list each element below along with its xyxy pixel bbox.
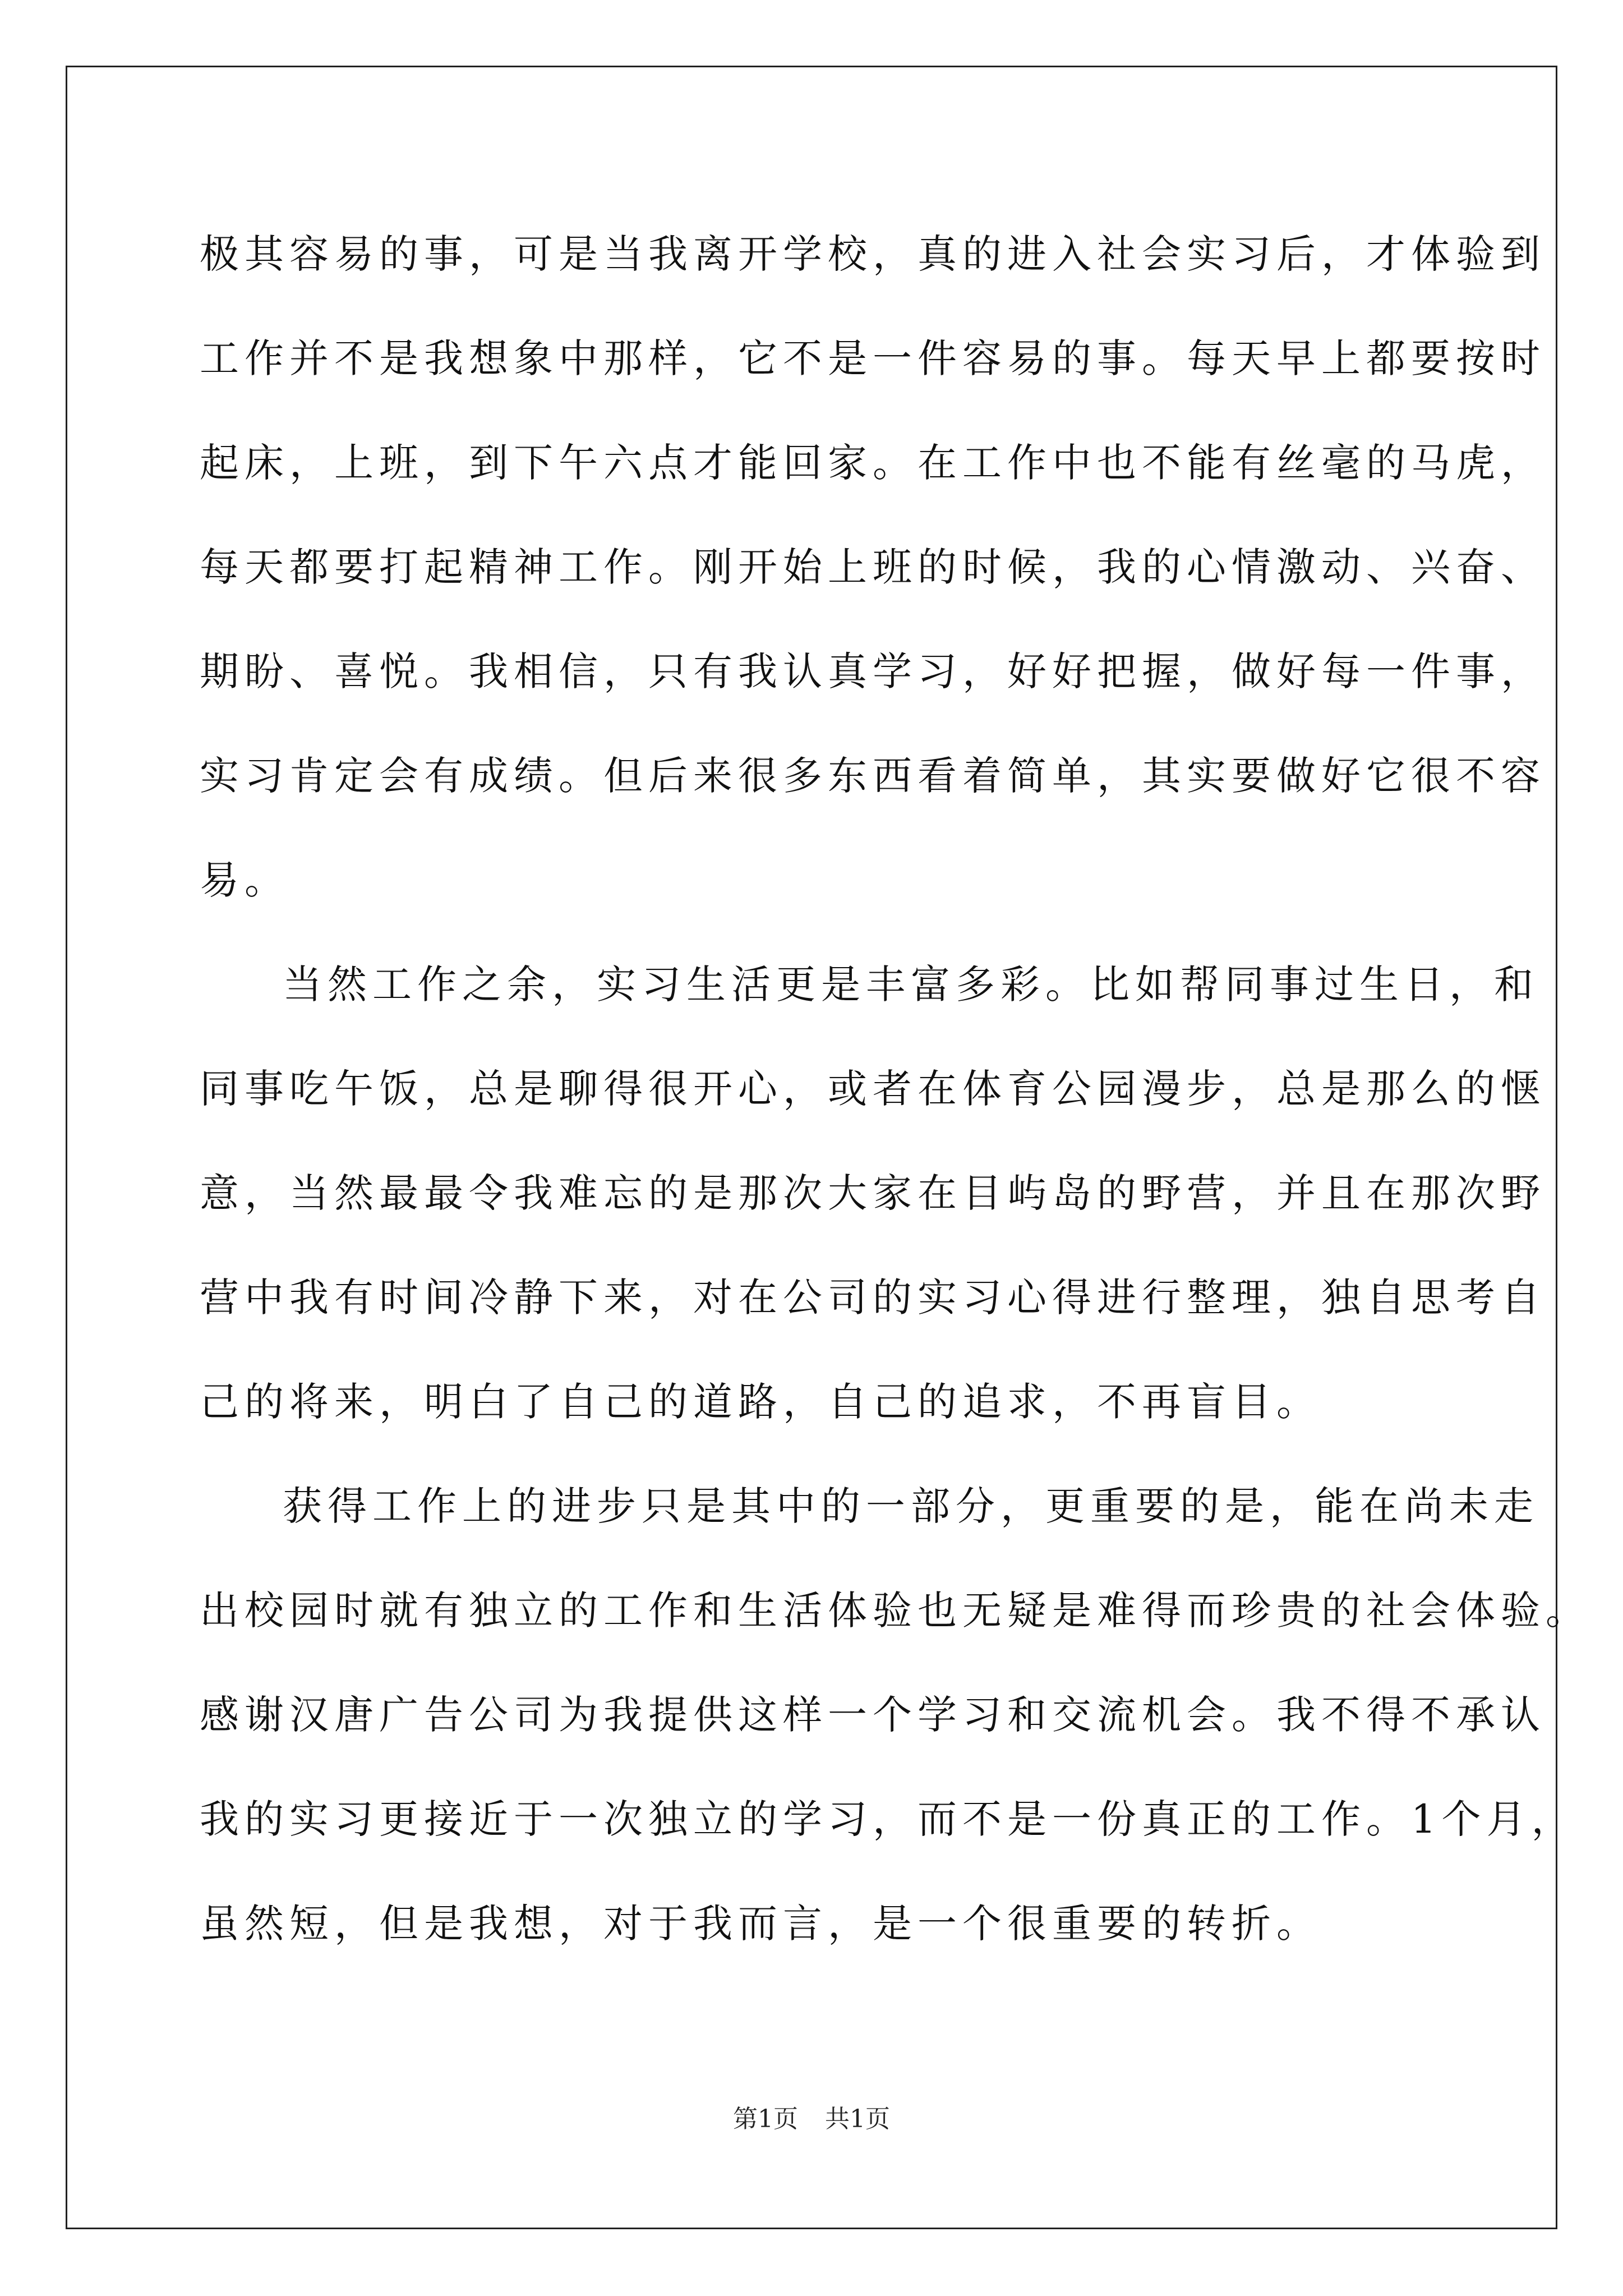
page-footer <box>0 2102 1623 2136</box>
text-line: 己的将来，明白了自己的道路，自己的追求，不再盲目。 <box>200 1379 1321 1425</box>
page-number: 第1页 <box>733 2105 798 2133</box>
text-line: 起床，上班，到下午六点才能回家。在工作中也不能有丝毫的马虎， <box>200 440 1546 486</box>
text-line: 每天都要打起精神工作。刚开始上班的时候，我的心情激动、兴奋、 <box>200 544 1546 590</box>
text-line: 实习肯定会有成绩。但后来很多东西看着简单，其实要做好它很不容 <box>200 753 1546 799</box>
text-line: 营中我有时间冷静下来，对在公司的实习心得进行整理，独自思考自 <box>200 1274 1546 1320</box>
text-line: 同事吃午饭，总是聊得很开心，或者在体育公园漫步，总是那么的惬 <box>200 1066 1546 1112</box>
text-line: 期盼、喜悦。我相信，只有我认真学习，好好把握，做好每一件事， <box>200 648 1546 694</box>
paragraph-3 <box>200 1454 1590 1976</box>
paragraph-2 <box>200 932 1546 1454</box>
text-line: 我的实习更接近于一次独立的学习，而不是一份真正的工作。1个月， <box>200 1796 1576 1842</box>
text-line: 虽然短，但是我想，对于我而言，是一个很重要的转折。 <box>200 1901 1321 1947</box>
text-line: 出校园时就有独立的工作和生活体验也无疑是难得而珍贵的社会体验。 <box>200 1588 1590 1634</box>
paragraph-1 <box>200 202 1546 932</box>
text-line: 感谢汉唐广告公司为我提供这样一个学习和交流机会。我不得不承认 <box>200 1692 1546 1738</box>
page-total: 共1页 <box>825 2105 890 2133</box>
text-line: 易。 <box>200 857 289 903</box>
document-body <box>200 202 1590 1976</box>
text-line: 当然工作之余，实习生活更是丰富多彩。比如帮同事过生日，和 <box>283 961 1539 1007</box>
text-line: 工作并不是我想象中那样，它不是一件容易的事。每天早上都要按时 <box>200 335 1546 381</box>
text-line: 意，当然最最令我难忘的是那次大家在目屿岛的野营，并且在那次野 <box>200 1170 1546 1216</box>
text-line: 获得工作上的进步只是其中的一部分，更重要的是，能在尚未走 <box>283 1483 1539 1529</box>
text-line: 极其容易的事，可是当我离开学校，真的进入社会实习后，才体验到 <box>200 231 1546 277</box>
